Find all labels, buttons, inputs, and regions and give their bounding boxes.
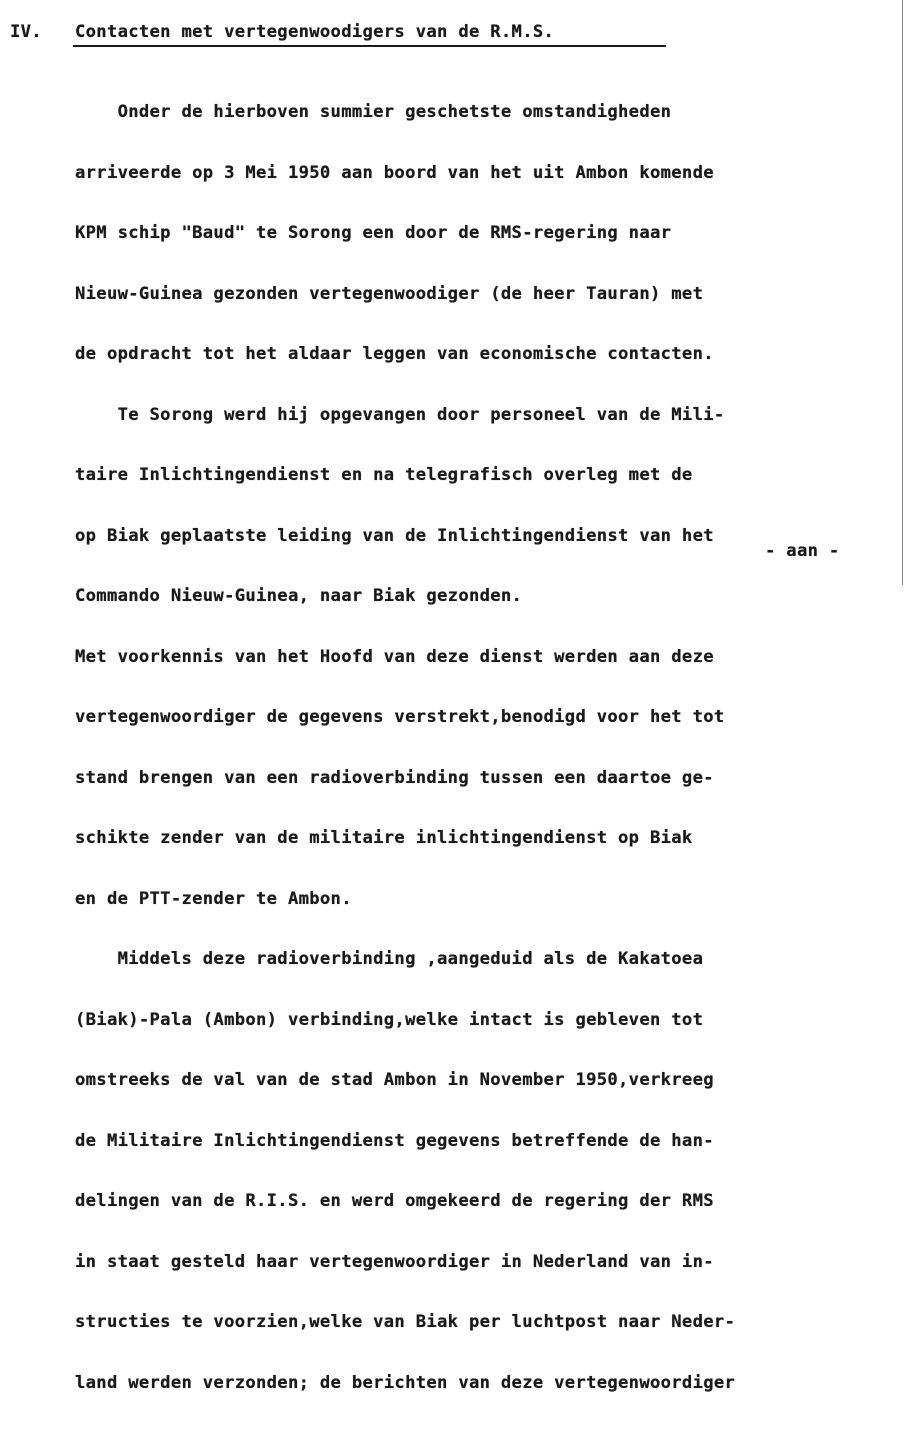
- section-number: IV.: [10, 22, 42, 42]
- text-line: de Militaire Inlichtingendienst gegevens betreffende de han-: [75, 1130, 714, 1151]
- text-line: omstreeks de val van de stad Ambon in November 1950,verkreeg: [75, 1070, 714, 1090]
- text-line: delingen van de R.I.S. en werd omgekeerd de regering der RMS: [75, 1191, 714, 1211]
- title-underline: [73, 45, 666, 47]
- text-line: in staat gesteld haar vertegenwoordiger in Nederland van in-: [75, 1251, 714, 1272]
- text-line: vertegenwoordiger de gegevens verstrekt,benodigd voor het tot: [75, 707, 725, 727]
- text-line: Te Sorong werd hij opgevangen door personeel van de Mili-: [75, 404, 725, 425]
- text-line: schikte zender van de militaire inlichtingendienst op Biak: [75, 828, 693, 848]
- text-line: land werden verzonden; de berichten van deze vertegenwoordiger: [75, 1372, 736, 1393]
- section-title: Contacten met vertegenwoodigers van de R.M.S.: [75, 22, 555, 42]
- page-edge-line: [902, 0, 903, 585]
- text-line: Middels deze radioverbinding ,aangeduid als de Kakatoea: [75, 949, 704, 969]
- text-line: arriveerde op 3 Mei 1950 aan boord van het uit Ambon komende: [75, 162, 714, 183]
- text-line: structies te voorzien,welke van Biak per luchtpost naar Neder-: [75, 1312, 736, 1332]
- text-line: stand brengen van een radioverbinding tussen een daartoe ge-: [75, 767, 714, 788]
- text-line: taire Inlichtingendienst en na telegrafisch overleg met de: [75, 465, 693, 485]
- text-line: (Biak)-Pala (Ambon) verbinding,welke intact is gebleven tot: [75, 1009, 704, 1030]
- text-line: KPM schip "Baud" te Sorong een door de RMS-regering naar: [75, 223, 672, 243]
- text-line: de opdracht tot het aldaar leggen van economische contacten.: [75, 344, 714, 364]
- text-line: Commando Nieuw-Guinea, naar Biak gezonden.: [75, 586, 523, 606]
- text-line: Onder de hierboven summier geschetste omstandigheden: [75, 102, 672, 122]
- body-text: [75, 62, 735, 1433]
- text-line: en de PTT-zender te Ambon.: [75, 888, 352, 909]
- text-line: Nieuw-Guinea gezonden vertegenwoodiger (de heer Tauran) met: [75, 283, 704, 304]
- text-line: op Biak geplaatste leiding van de Inlichtingendienst van het: [75, 525, 714, 546]
- text-line: Met voorkennis van het Hoofd van deze dienst werden aan deze: [75, 646, 714, 667]
- page-catchword: - aan -: [765, 541, 840, 561]
